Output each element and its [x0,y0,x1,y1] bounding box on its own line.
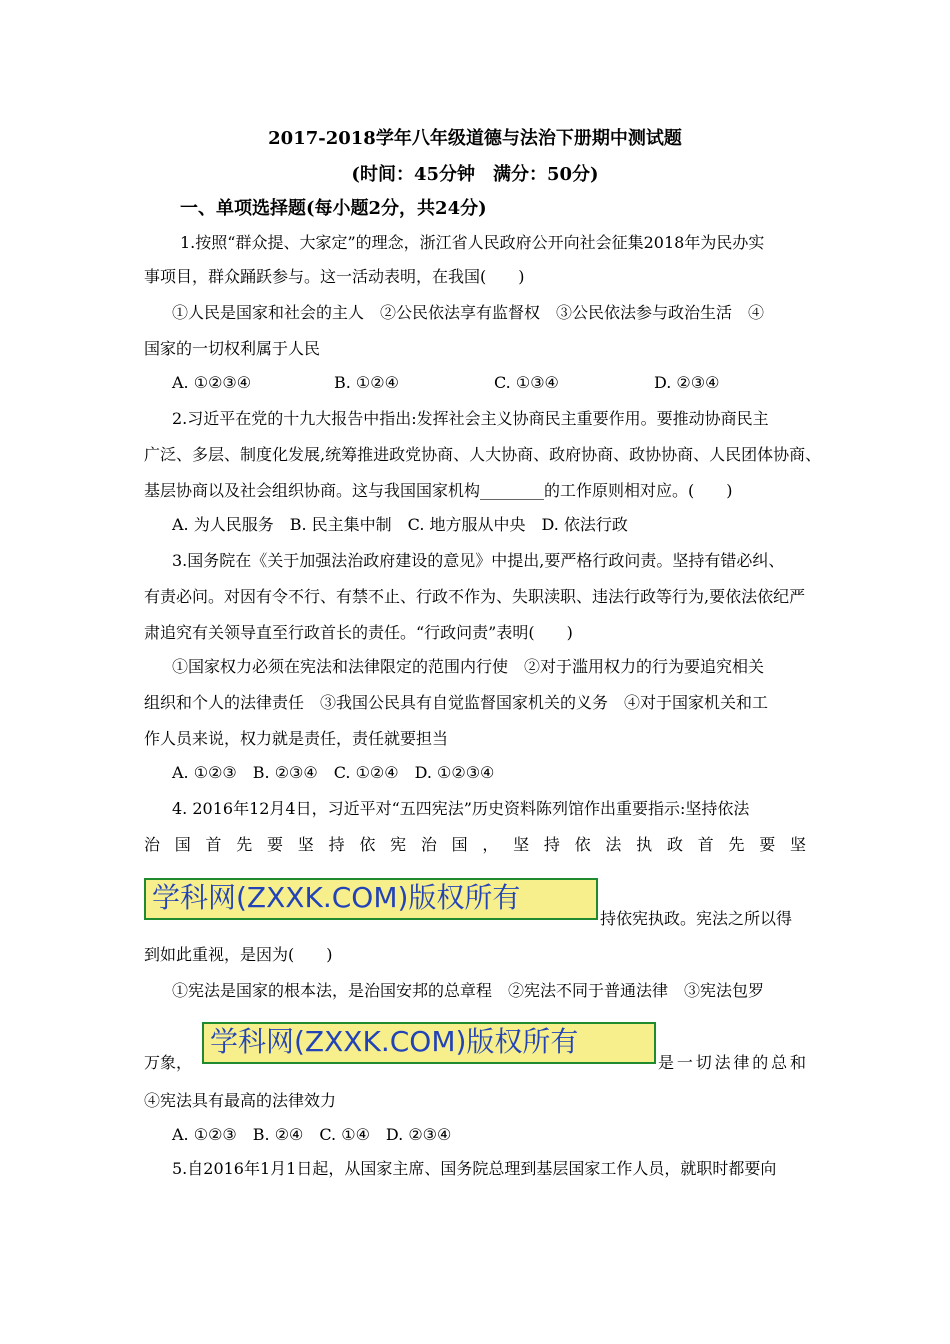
q4-line-6b: 是一切法律的总和 [658,1053,806,1072]
q1-line-2: 事项目，群众踊跃参与。这一活动表明，在我国( ) [144,267,525,286]
q2-line-2: 广泛、多层、制度化发展,统筹推进政党协商、人大协商、政府协商、政协协商、人民团体协商、 [144,445,822,464]
q5-line-1: 5.自2016年1月1日起，从国家主席、国务院总理到基层国家工作人员，就职时都要向 [172,1159,777,1178]
q1-option-b: B. ①②④ [334,373,399,392]
q3-line-1: 3.国务院在《关于加强法治政府建设的意见》中提出,要严格行政问责。坚持有错必纠、 [172,551,785,570]
q2-line-1: 2.习近平在党的十九大报告中指出:发挥社会主义协商民主重要作用。要推动协商民主 [172,409,769,428]
q4-line-3: 持依宪执政。宪法之所以得 [600,909,793,928]
section-heading: 一、单项选择题(每小题2分，共24分) [180,198,487,219]
q3-line-4: ①国家权力必须在宪法和法律限定的范围内行使 ②对于滥用权力的行为要追究相关 [172,657,765,676]
q1-line-4: 国家的一切权利属于人民 [144,339,321,358]
q1-option-d: D. ②③④ [654,373,720,392]
q3-line-2: 有责必问。对因有令不行、有禁不止、行政不作为、失职渎职、违法行政等行为,要依法依纪严 [144,587,806,606]
page-title: 2017-2018学年八年级道德与法治下册期中测试题 [268,128,682,149]
q4-line-7: ④宪法具有最高的法律效力 [144,1091,337,1110]
q4-line-1: 4. 2016年12月4日，习近平对“五四宪法”历史资料陈列馆作出重要指示:坚持依法 [172,799,750,818]
q2-line-3: 基层协商以及社会组织协商。这与我国国家机构________的工作原则相对应。( ) [144,481,733,500]
q3-line-5: 组织和个人的法律责任 ③我国公民具有自觉监督国家机关的义务 ④对于国家机关和工 [144,693,769,712]
q3-line-6: 作人员来说，权力就是责任，责任就要担当 [144,729,449,748]
q2-options: A. 为人民服务 B. 民主集中制 C. 地方服从中央 D. 依法行政 [172,515,628,534]
q4-line-5: ①宪法是国家的根本法，是治国安邦的总章程 ②宪法不同于普通法律 ③宪法包罗 [172,981,765,1000]
watermark-banner: 学科网(ZXXK.COM)版权所有 [202,1022,656,1064]
q3-options: A. ①②③ B. ②③④ C. ①②④ D. ①②③④ [172,763,495,782]
q4-line-4: 到如此重视，是因为( ) [144,945,333,964]
page-subtitle: (时间：45分钟 满分：50分) [351,164,599,185]
q1-option-c: C. ①③④ [494,373,559,392]
q1-line-1: 1.按照“群众提、大家定”的理念，浙江省人民政府公开向社会征集2018年为民办实 [180,233,765,252]
q4-line-2: 治国首先要坚持依宪治国，坚持依法执政首先要坚 [144,835,806,854]
q4-options: A. ①②③ B. ②④ C. ①④ D. ②③④ [172,1125,452,1144]
q3-line-3: 肃追究有关领导直至行政首长的责任。“行政问责”表明( ) [144,623,573,642]
q1-option-a: A. ①②③④ [172,373,252,392]
watermark-banner: 学科网(ZXXK.COM)版权所有 [144,878,598,920]
q1-line-3: ①人民是国家和社会的主人 ②公民依法享有监督权 ③公民依法参与政治生活 ④ [172,303,765,322]
q4-line-6a: 万象， [144,1053,193,1072]
